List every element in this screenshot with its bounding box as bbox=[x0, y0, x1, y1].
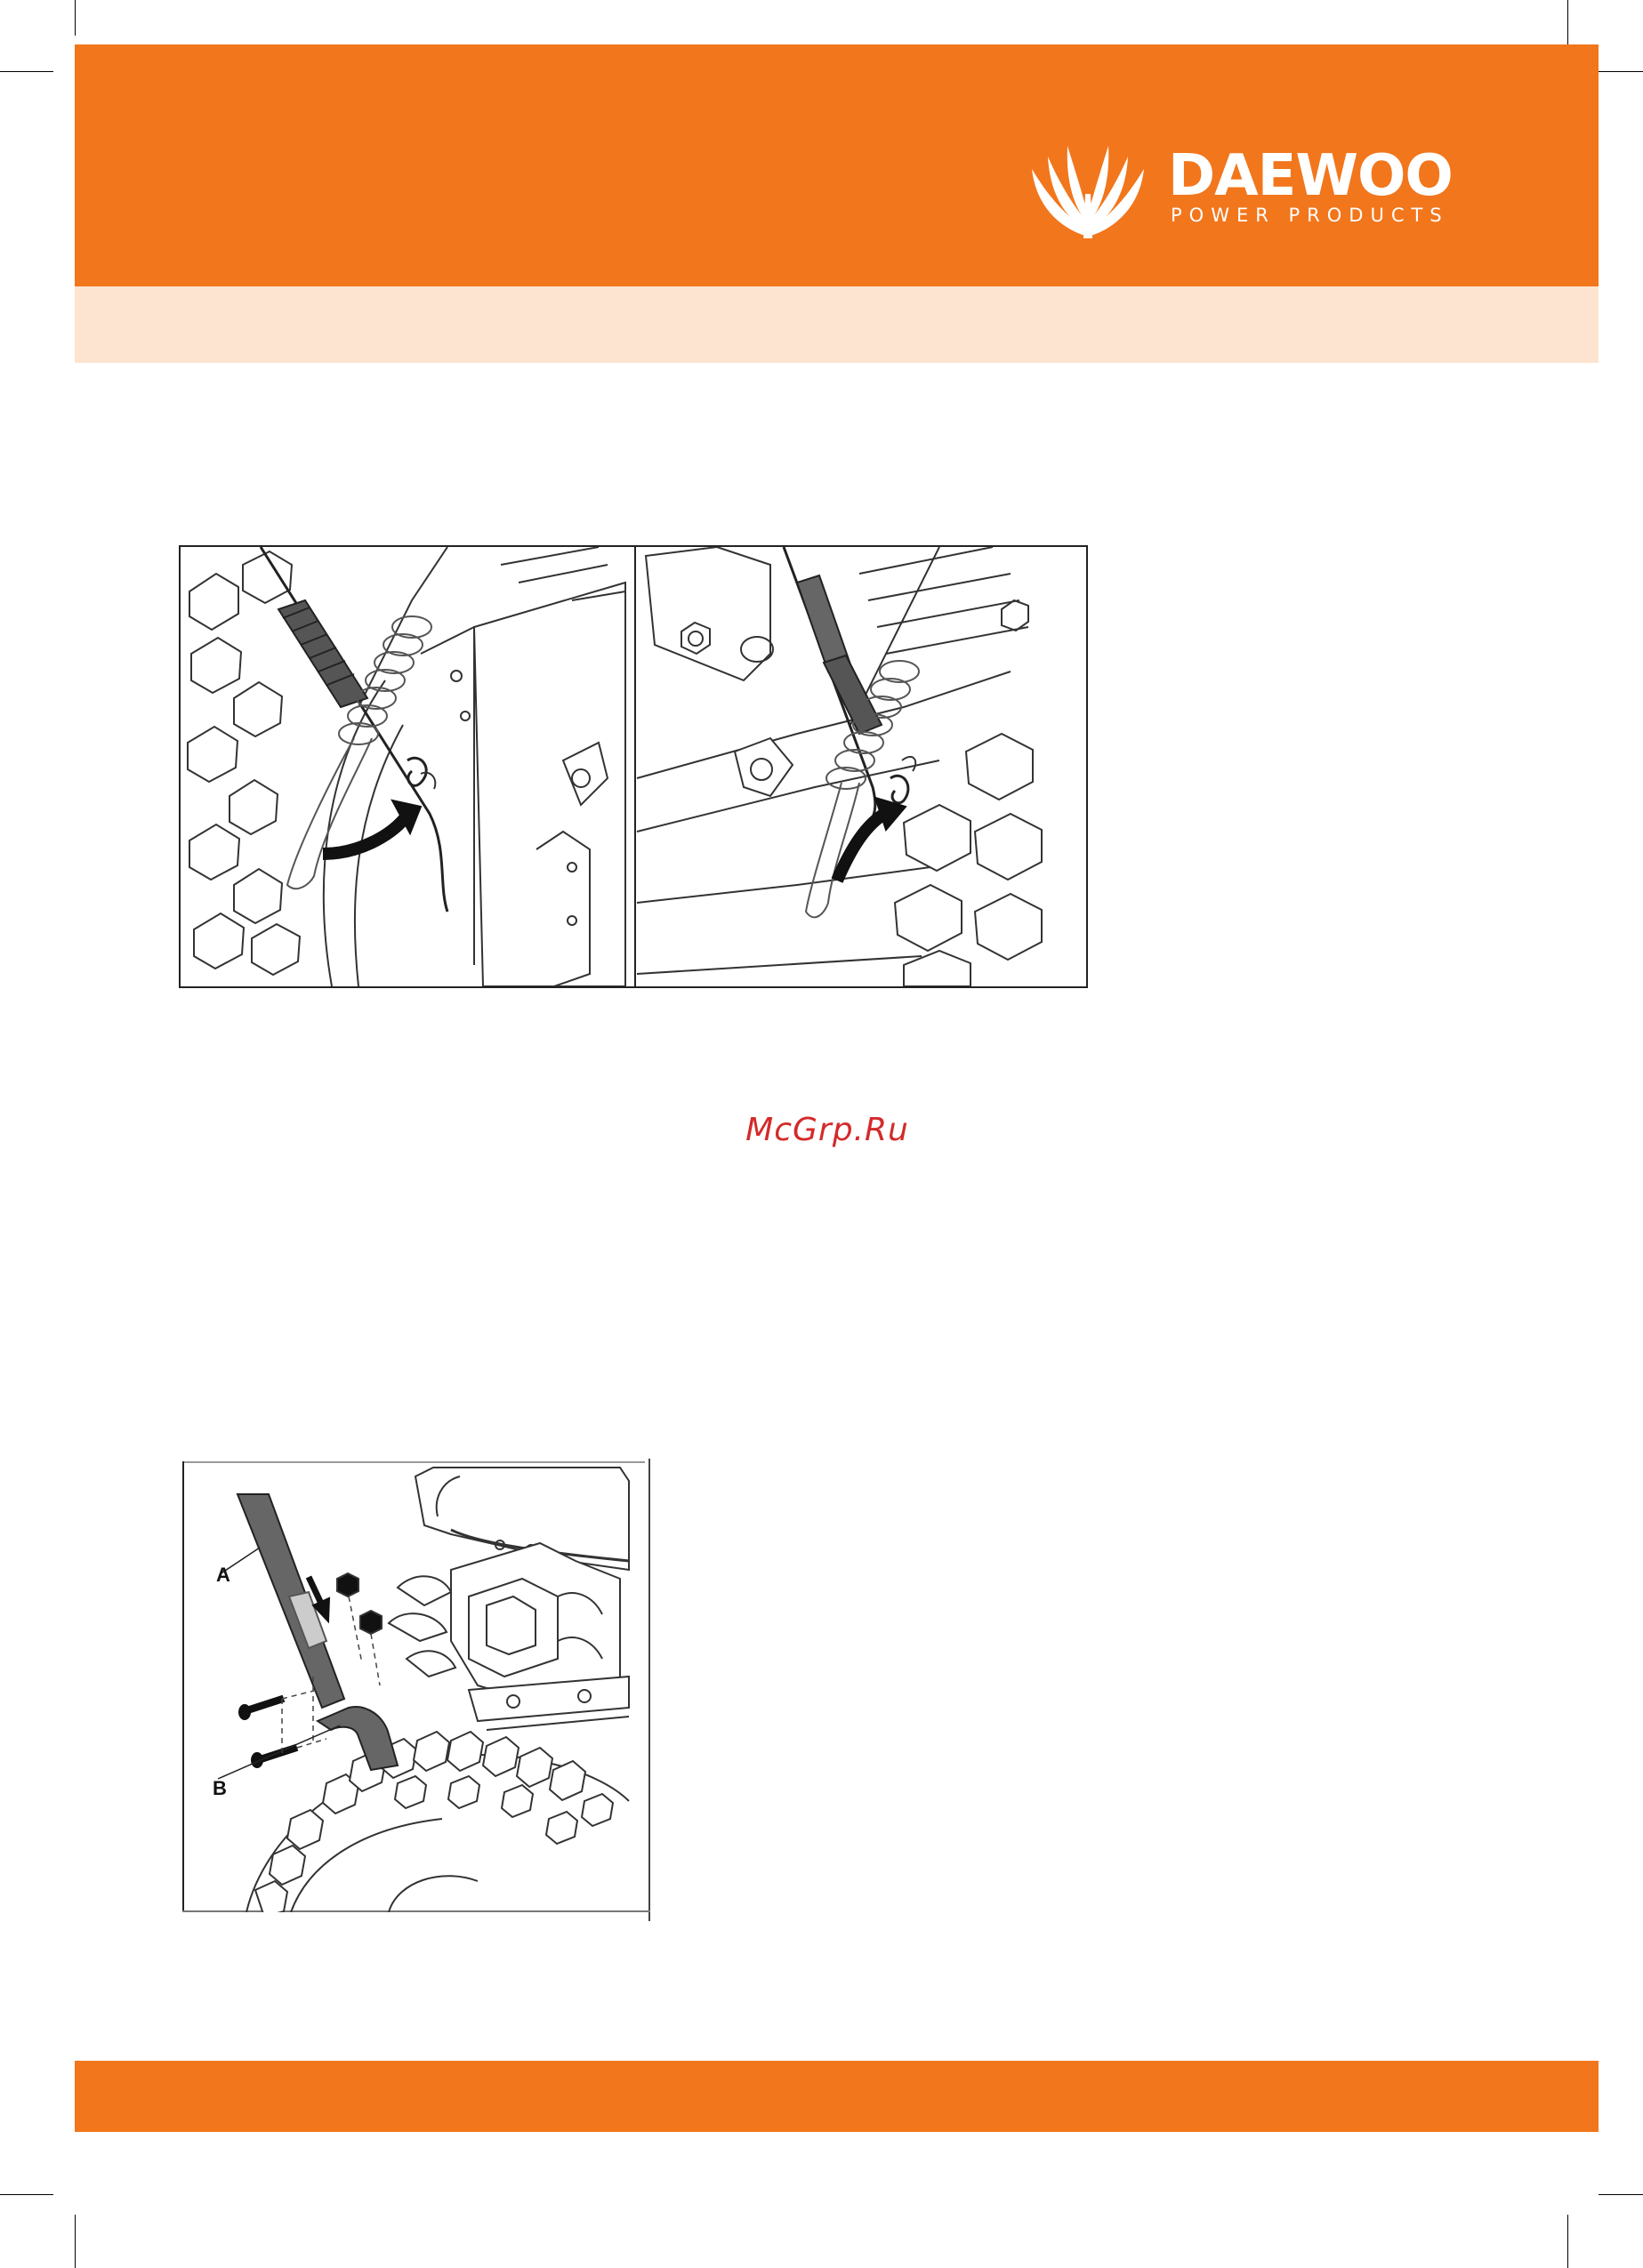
cable-spring-hook-left bbox=[188, 547, 625, 986]
crop-mark bbox=[0, 2194, 53, 2195]
daewoo-fan-icon bbox=[1030, 141, 1146, 238]
crop-mark bbox=[1599, 71, 1643, 72]
label-a: A bbox=[216, 1564, 230, 1586]
footer-bar bbox=[75, 2061, 1599, 2132]
handle-bracket-illustration bbox=[182, 1459, 652, 1921]
crop-mark bbox=[0, 71, 53, 72]
crop-mark bbox=[1567, 2215, 1568, 2268]
daewoo-logo bbox=[1030, 141, 1475, 238]
crop-mark bbox=[75, 2215, 76, 2268]
figure-border bbox=[648, 1459, 650, 1921]
crop-mark bbox=[75, 0, 76, 36]
brand-name: DAEWOO bbox=[1168, 143, 1453, 209]
watermark: McGrp.Ru bbox=[745, 1112, 909, 1148]
cable-hook-illustration bbox=[179, 545, 1088, 988]
label-b: B bbox=[213, 1777, 227, 1799]
subheader-bar bbox=[75, 286, 1599, 363]
brand-tagline: POWER PRODUCTS bbox=[1171, 205, 1449, 226]
crop-mark bbox=[1599, 2194, 1643, 2195]
cable-spring-hook-right bbox=[637, 547, 1042, 986]
